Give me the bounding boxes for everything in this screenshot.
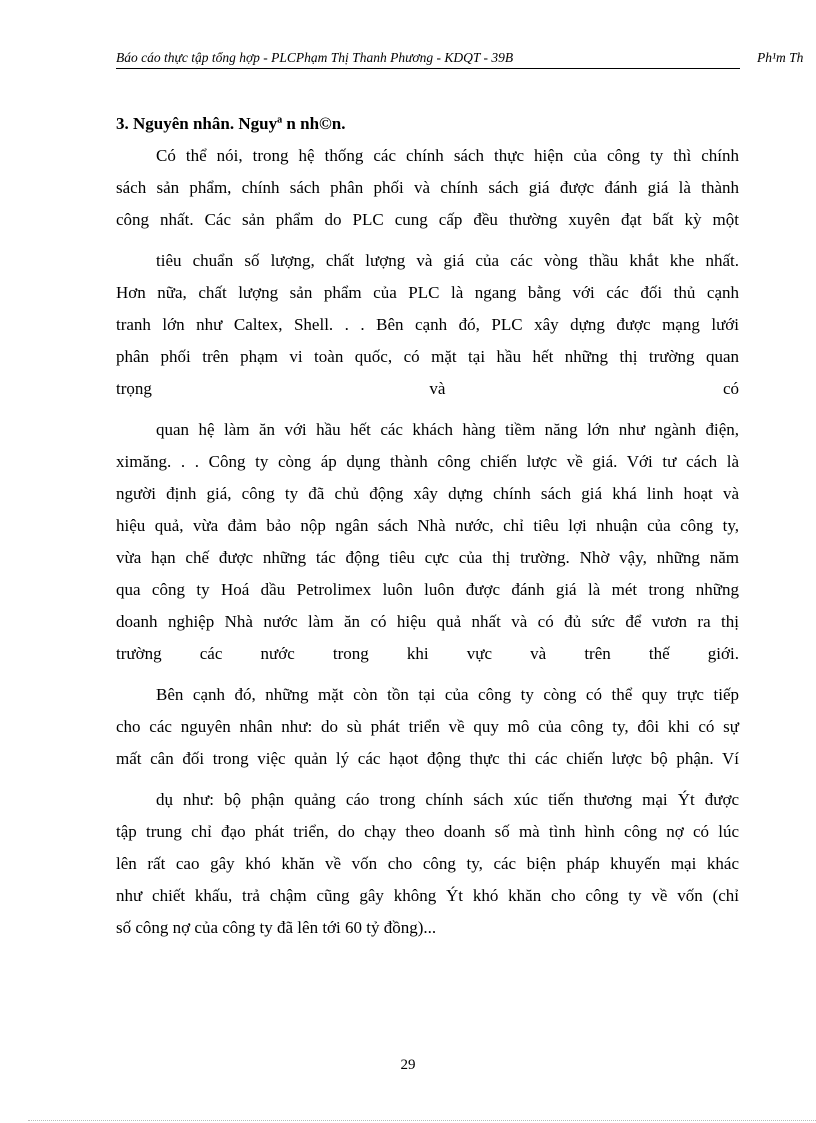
body-line: số công nợ của công ty đã lên tới 60 tỷ đồng)...: [116, 918, 437, 937]
header-rule: [116, 68, 740, 69]
body-line: Có thể nói, trong hệ thống các chính sách thực hiện của công ty thì chính: [156, 146, 739, 165]
page-number: 29: [400, 1057, 416, 1073]
body-line: phân phối trên phạm vi toàn quốc, có mặt tại hầu hết những thị trường quan: [116, 347, 739, 366]
body-line: lên rất cao gây khó khăn về vốn cho công ty, các biện pháp khuyến mại khác: [116, 854, 739, 873]
body-line: tiêu chuẩn số lượng, chất lượng và giá của các vòng thầu khắt khe nhất.: [156, 251, 739, 270]
page-header: [116, 50, 816, 72]
body-line: qua công ty Hoá dầu Petrolimex luôn luôn được đánh giá là mét trong những: [116, 580, 739, 599]
body-line: công nhất. Các sản phẩm do PLC cung cấp đều thường xuyên đạt bất kỳ một: [116, 210, 739, 229]
page-bottom-border: [28, 1120, 816, 1121]
body-line: cho các nguyên nhân như: do sù phát triển về quy mô của công ty, đôi khi có sự: [116, 717, 739, 736]
body-line: trường các nước trong khi vực và trên thế giới.: [116, 644, 739, 663]
header-title: Báo cáo thực tập tổng hợp - PLCPhạm Thị Thanh Phương - KDQT - 39B: [116, 50, 514, 65]
body-line: Hơn nữa, chất lượng sản phẩm của PLC là ngang bằng với các đối thủ cạnh: [116, 283, 739, 302]
body-line: tập trung chỉ đạo phát triển, do chạy theo doanh số mà tình hình công nợ có lúc: [116, 822, 739, 841]
header-author: Ph¹m Th: [757, 50, 804, 65]
body-line: sách sản phẩm, chính sách phân phối và chính sách giá được đánh giá là thành: [116, 178, 739, 197]
section-heading: 3. Nguyên nhân. Nguyª n nh©n.: [116, 114, 346, 133]
body-line: mất cân đối trong việc quản lý các hạot động thực thi các chiến lược bộ phận. Ví: [116, 749, 739, 768]
body-line: tranh lớn như Caltex, Shell. . . Bên cạnh đó, PLC xây dựng được mạng lưới: [116, 315, 739, 334]
body-line: trọng và có: [116, 379, 739, 398]
body-line: người định giá, công ty đã chủ động xây dựng chính sách giá khá linh hoạt và: [116, 484, 739, 503]
body-line: doanh nghiệp Nhà nước làm ăn có hiệu quả nhất và có đủ sức để vươn ra thị: [116, 612, 739, 631]
body-line: vừa hạn chế được những tác động tiêu cực của thị trường. Nhờ vậy, những năm: [116, 548, 739, 567]
body-line: dụ như: bộ phận quảng cáo trong chính sách xúc tiến thương mại Ýt được: [156, 790, 739, 809]
body-line: như chiết khấu, trả chậm cũng gây không Ýt khó khăn cho công ty về vốn (chỉ: [116, 886, 739, 905]
body-line: hiệu quả, vừa đảm bảo nộp ngân sách Nhà nước, chỉ tiêu lợi nhuận của công ty,: [116, 516, 739, 535]
body-line: quan hệ làm ăn với hầu hết các khách hàng tiềm năng lớn như ngành điện,: [156, 420, 739, 439]
body-line: Bên cạnh đó, những mặt còn tồn tại của công ty còng có thể quy trực tiếp: [156, 685, 739, 704]
body-line: ximăng. . . Công ty còng áp dụng thành công chiến lược về giá. Với tư cách là: [116, 452, 739, 471]
